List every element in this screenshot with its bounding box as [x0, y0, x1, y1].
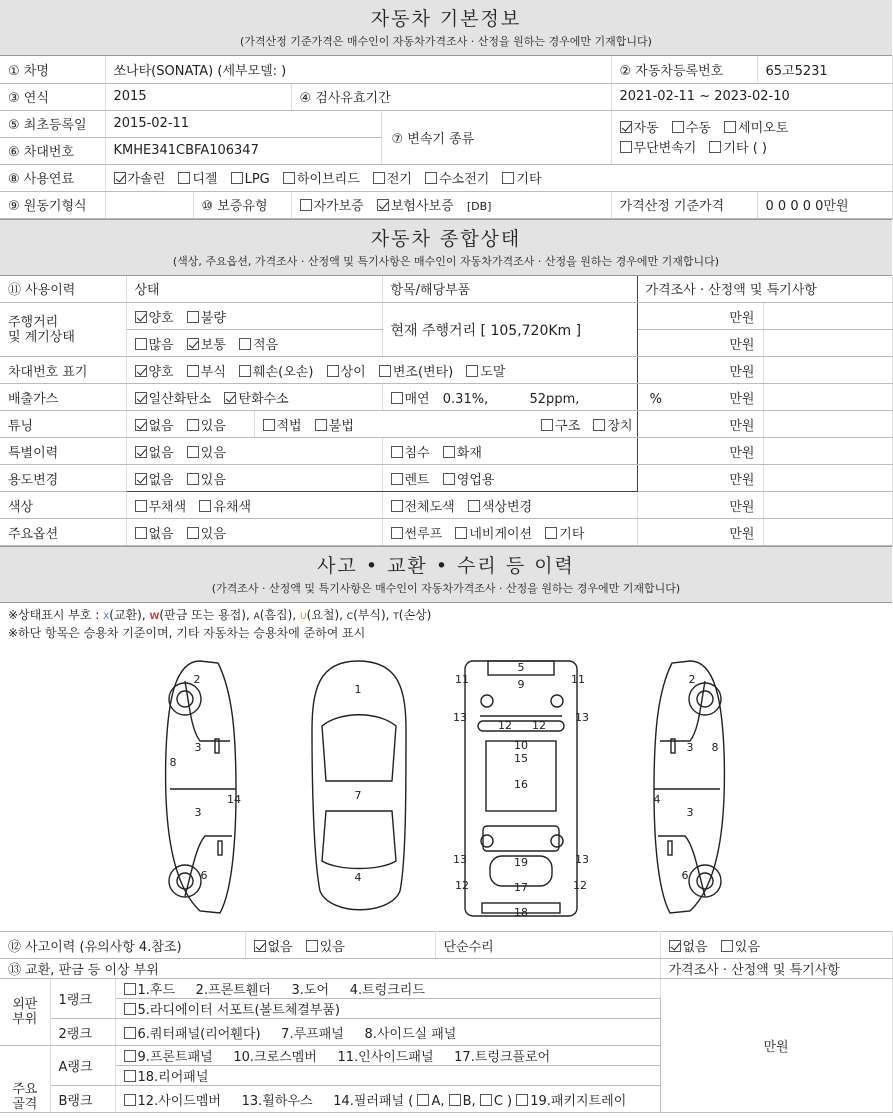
emission-label: 배출가스 — [0, 384, 126, 411]
mileage-label: 주행거리 및 계기상태 — [0, 303, 126, 357]
tuning-detail-options — [254, 411, 637, 438]
pillar-a-checkbox[interactable] — [417, 1094, 429, 1106]
vin-good-checkbox[interactable] — [135, 365, 147, 377]
usage-options — [126, 465, 382, 492]
special-detail — [382, 438, 637, 465]
tuning-none-label: 없음 — [148, 418, 174, 434]
rank1-label: 1랭크 — [50, 979, 115, 1019]
vin-good-label: 양호 — [148, 364, 174, 380]
emission-hc-label: 탄화수소 — [238, 391, 289, 407]
status-header — [0, 219, 892, 276]
part-number-label: 13 — [453, 711, 467, 724]
options-note — [763, 519, 892, 546]
trans-cvt-checkbox[interactable] — [620, 141, 632, 153]
vin-corroded-checkbox[interactable] — [187, 365, 199, 377]
tuning-device-label: 장치 — [607, 418, 633, 434]
emission-co-checkbox[interactable] — [135, 392, 147, 404]
repair-none-checkbox[interactable] — [669, 940, 681, 952]
emission-values — [382, 384, 662, 411]
rankA-checkbox-b[interactable] — [124, 1070, 136, 1082]
trans-etc-checkbox[interactable] — [709, 141, 721, 153]
legend-t-text: (손상) — [398, 608, 432, 622]
emission-readings: 0.31%, 52ppm, % — [442, 391, 662, 407]
package-tray-label: 19.패키지트레이 — [530, 1093, 627, 1109]
usage-business-label: 영업용 — [456, 472, 495, 488]
special-fire-checkbox[interactable] — [443, 446, 455, 458]
col-state: 상태 — [126, 276, 382, 303]
trans-cvt-label: 무단변속기 — [633, 140, 697, 156]
warranty-label: ⑩ 보증유형 — [193, 191, 291, 218]
year-value: 2015 — [105, 83, 291, 110]
fuel-hydrogen-checkbox[interactable] — [425, 172, 437, 184]
accident-none-checkbox[interactable] — [254, 940, 266, 952]
tuning-price: 만원 — [637, 411, 763, 438]
simple-repair-options — [660, 932, 892, 959]
special-flood-checkbox[interactable] — [391, 446, 403, 458]
parts-price: 만원 — [660, 979, 892, 1113]
rank1-items-b-text: 5.라디에이터 서포트(볼트체결부품) — [137, 1003, 340, 1018]
inspection-value: 2021-02-11 ~ 2023-02-10 — [611, 83, 892, 110]
accident-exists-checkbox[interactable] — [306, 940, 318, 952]
engine-value — [105, 191, 193, 218]
col-history: ⑪ 사용이력 — [0, 276, 126, 303]
fuel-lpg-label: LPG — [244, 172, 270, 187]
mileage-price-1: 만원 — [637, 303, 763, 330]
fuel-label: ⑧ 사용연료 — [0, 164, 105, 191]
rankA-label: A랭크 — [50, 1046, 115, 1086]
tuning-label: 튜닝 — [0, 411, 126, 438]
emission-smoke-label: 매연 — [404, 391, 430, 407]
special-options — [126, 438, 382, 465]
legend-codes — [8, 607, 884, 625]
fuel-etc-checkbox[interactable] — [502, 172, 514, 184]
mileage-condition — [126, 303, 382, 330]
repair-exists-checkbox[interactable] — [721, 940, 733, 952]
warranty-insurance-checkbox[interactable] — [377, 199, 389, 211]
color-achromatic-label: 무채색 — [148, 499, 187, 515]
trans-auto-label: 자동 — [633, 120, 659, 136]
part-number-label: 7 — [354, 789, 362, 802]
frame-label: 주요 골격 — [0, 1046, 50, 1113]
part-number-label: 3 — [686, 806, 694, 819]
vin-damaged-label: 훼손(오손) — [253, 364, 314, 380]
pillar-c-checkbox[interactable] — [480, 1094, 492, 1106]
reg-no-label: ② 자동차등록번호 — [611, 56, 757, 83]
pillar-b-label: B, — [462, 1093, 476, 1109]
tuning-device-checkbox[interactable] — [593, 419, 605, 431]
trans-auto-checkbox[interactable] — [620, 121, 632, 133]
part-number-label: 2 — [688, 673, 696, 686]
part-number-label: 1 — [354, 683, 362, 696]
special-exists-label: 있음 — [200, 445, 226, 461]
car-diagram — [0, 641, 892, 931]
fuel-etc-label: 기타 — [516, 172, 542, 187]
vin-value: KMHE341CBFA106347 — [105, 137, 381, 164]
col-price: 가격조사 · 산정액 및 특기사항 — [637, 276, 892, 303]
outer-panel-label: 외판 부위 — [0, 979, 50, 1046]
special-fire-label: 화재 — [456, 445, 482, 461]
mileage-many-label: 많음 — [148, 337, 174, 353]
mileage-note-1 — [763, 303, 892, 330]
vin-stolen-label: 도말 — [480, 364, 506, 380]
color-achromatic-checkbox[interactable] — [135, 500, 147, 512]
fuel-electric-checkbox[interactable] — [373, 172, 385, 184]
trans-semi-label: 세미오토 — [738, 120, 789, 136]
legend-c: C — [346, 612, 354, 622]
usage-none-label: 없음 — [148, 472, 174, 488]
part-number-label: 13 — [575, 853, 589, 866]
warranty-options — [291, 191, 611, 218]
part-number-label: 17 — [514, 881, 528, 894]
mileage-value: 현재 주행거리 [ 105,720Km ] — [382, 303, 637, 357]
inspection-label: ④ 검사유효기간 — [291, 83, 611, 110]
rankA-items-a — [115, 1046, 660, 1066]
transmission-options — [611, 110, 892, 164]
vin-altered-checkbox[interactable] — [379, 365, 391, 377]
legend-w-text: (판금 또는 용접), — [159, 608, 250, 622]
first-reg-value: 2015-02-11 — [105, 110, 381, 137]
part-number-label: 12 — [532, 719, 546, 732]
legend-w: W — [149, 612, 160, 622]
tuning-illegal-checkbox[interactable] — [315, 419, 327, 431]
legend-note: ※하단 항목은 승용차 기준이며, 기타 자동차는 승용차에 준하여 표시 — [8, 626, 366, 640]
pillar-c-label: C ) — [493, 1093, 513, 1109]
vin-price: 만원 — [637, 357, 763, 384]
mileage-many-checkbox[interactable] — [135, 338, 147, 350]
part-number-label: 2 — [193, 673, 201, 686]
emission-note — [763, 384, 892, 411]
options-etc-checkbox[interactable] — [545, 527, 557, 539]
options-exists-checkbox[interactable] — [187, 527, 199, 539]
legend-u-text: (요철), — [306, 608, 343, 622]
emission-smoke-checkbox[interactable] — [391, 392, 403, 404]
first-reg-label: ⑤ 최초등록일 — [0, 110, 105, 137]
legend-prefix: ※상태표시 부호 : — [8, 608, 100, 622]
mileage-price-2: 만원 — [637, 330, 763, 357]
part-number-label: 8 — [711, 741, 719, 754]
rank1-items-a-text: 1.후드 2.프론트휀더 3.도어 4.트렁크리드 — [137, 983, 425, 998]
status-title: 자동차 종합상태 — [370, 227, 522, 250]
car-diagram-svg — [0, 641, 892, 931]
trans-etc-label: 기타 ( ) — [723, 140, 767, 156]
vin-corroded-label: 부식 — [200, 364, 226, 380]
usage-rent-checkbox[interactable] — [391, 473, 403, 485]
part-number-label: 4 — [354, 871, 362, 884]
mileage-bad-checkbox[interactable] — [187, 311, 199, 323]
rankA-checkbox-a[interactable] — [124, 1050, 136, 1062]
legend — [0, 603, 892, 641]
fuel-electric-label: 전기 — [386, 172, 412, 187]
accident-table — [0, 931, 893, 1113]
usage-exists-label: 있음 — [200, 472, 226, 488]
legend-t: T — [393, 612, 399, 622]
rankA-items-a-text: 9.프론트패널 10.크로스멤버 11.인사이드패널 17.트렁크플로어 — [137, 1050, 551, 1065]
emission-options — [126, 384, 382, 411]
tuning-none-checkbox[interactable] — [135, 419, 147, 431]
vin-mark-label: 차대번호 표기 — [0, 357, 126, 384]
tuning-illegal-label: 불법 — [328, 418, 354, 434]
legend-u: U — [299, 612, 307, 622]
basic-info-header — [0, 0, 892, 56]
simple-repair-label: 단순수리 — [435, 932, 660, 959]
vin-damaged-checkbox[interactable] — [239, 365, 251, 377]
fuel-hybrid-label: 하이브리드 — [296, 172, 360, 187]
part-number-label: 8 — [169, 756, 177, 769]
usage-detail — [382, 465, 637, 492]
status-table — [0, 276, 893, 547]
options-none-label: 없음 — [148, 526, 174, 542]
part-number-label: 19 — [514, 856, 528, 869]
rankA-items-b-text: 18.리어패널 — [137, 1070, 209, 1085]
color-change-label: 색상변경 — [481, 499, 533, 515]
part-number-label: 11 — [571, 673, 585, 686]
tuning-note — [763, 411, 892, 438]
vin-altered-label: 변조(변타) — [392, 364, 454, 380]
tuning-legal-checkbox[interactable] — [263, 419, 275, 431]
part-number-label: 18 — [514, 906, 528, 919]
options-navi-label: 네비게이션 — [469, 526, 533, 542]
part-number-label: 15 — [514, 752, 528, 765]
car-name-value: 쏘나타(SONATA) (세부모델: ) — [105, 56, 611, 83]
tuning-structure-checkbox[interactable] — [541, 419, 553, 431]
part-number-label: 3 — [194, 806, 202, 819]
rank2-checkbox[interactable] — [124, 1027, 136, 1039]
rank1-checkbox-a[interactable] — [124, 983, 136, 995]
part-number-label: 5 — [517, 661, 525, 674]
legend-a-text: (흠집), — [259, 608, 297, 622]
pillar-a-label: A, — [431, 1093, 445, 1109]
mileage-good-checkbox[interactable] — [135, 311, 147, 323]
special-price: 만원 — [637, 438, 763, 465]
vin-stolen-checkbox[interactable] — [466, 365, 478, 377]
usage-price: 만원 — [637, 465, 763, 492]
part-number-label: 4 — [653, 793, 661, 806]
fuel-lpg-checkbox[interactable] — [231, 172, 243, 184]
parts-price-label: 가격조사 · 산정액 및 특기사항 — [660, 959, 892, 979]
part-number-label: 12 — [455, 879, 469, 892]
color-chromatic-checkbox[interactable] — [199, 500, 211, 512]
rank1-checkbox-b[interactable] — [124, 1003, 136, 1015]
trans-manual-label: 수동 — [685, 120, 711, 136]
fuel-gasoline-checkbox[interactable] — [114, 172, 126, 184]
fuel-hydrogen-label: 수소전기 — [439, 172, 490, 187]
special-note — [763, 438, 892, 465]
color-chromatic-label: 유채색 — [213, 499, 252, 515]
part-number-label: 6 — [200, 869, 208, 882]
options-sunroof-checkbox[interactable] — [391, 527, 403, 539]
rankB-items-text: 12.사이드멤버 13.휠하우스 14.필러패널 ( — [137, 1093, 414, 1109]
color-price: 만원 — [637, 492, 763, 519]
accident-header — [0, 546, 892, 603]
vin-note — [763, 357, 892, 384]
accident-history-label: ⑫ 사고이력 (유의사항 4.참조) — [0, 932, 245, 959]
usage-label: 용도변경 — [0, 465, 126, 492]
color-full-paint-label: 전체도색 — [404, 499, 455, 515]
options-navi-checkbox[interactable] — [455, 527, 467, 539]
basic-info-subtitle: (가격산정 기준가격은 매수인이 자동차가격조사 · 산정을 원하는 경우에만 기재합니다) — [240, 35, 652, 48]
rank1-items-a — [115, 979, 660, 999]
vin-label: ⑥ 차대번호 — [0, 137, 105, 164]
fuel-gasoline-label: 가솔린 — [127, 172, 166, 187]
color-label: 색상 — [0, 492, 126, 519]
options-exist — [126, 519, 382, 546]
part-number-label: 3 — [686, 741, 694, 754]
options-exists-label: 있음 — [200, 526, 226, 542]
legend-x-text: (교환), — [109, 608, 146, 622]
part-number-label: 12 — [498, 719, 512, 732]
trans-manual-checkbox[interactable] — [672, 121, 684, 133]
rankB-checkbox[interactable] — [124, 1094, 136, 1106]
special-none-label: 없음 — [148, 445, 174, 461]
vin-differ-label: 상이 — [340, 364, 366, 380]
mileage-few-label: 적음 — [253, 337, 279, 353]
status-subtitle: (색상, 주요옵션, 가격조사 · 산정액 및 특기사항은 매수인이 자동차가격조사 · 산정을 원하는 경우에만 기재합니다) — [172, 254, 720, 268]
part-number-label: 9 — [517, 678, 525, 691]
rank2-items-text: 6.쿼터패널(리어휀다) 7.루프패널 8.사이드실 패널 — [137, 1026, 457, 1042]
accident-subtitle: (가격조사 · 산정액 및 특기사항은 매수인이 자동차가격조사 · 산정을 원하는 경우에만 기재합니다) — [211, 582, 681, 595]
color-options — [126, 492, 382, 519]
tuning-exists-label: 있음 — [200, 418, 226, 434]
part-number-label: 10 — [514, 739, 528, 752]
part-number-label: 3 — [194, 741, 202, 754]
mileage-normal-label: 보통 — [200, 337, 226, 353]
fuel-diesel-checkbox[interactable] — [178, 172, 190, 184]
parts-label: ⑬ 교환, 판금 등 이상 부위 — [0, 959, 660, 979]
special-label: 특별이력 — [0, 438, 126, 465]
options-none-checkbox[interactable] — [135, 527, 147, 539]
options-label: 주요옵션 — [0, 519, 126, 546]
col-item: 항목/해당부품 — [382, 276, 637, 303]
legend-a: A — [253, 612, 260, 622]
special-flood-label: 침수 — [404, 445, 430, 461]
accident-history-options — [245, 932, 435, 959]
color-full-paint-checkbox[interactable] — [391, 500, 403, 512]
fuel-diesel-label: 디젤 — [192, 172, 218, 187]
options-sunroof-label: 썬루프 — [404, 526, 443, 542]
part-number-label: 14 — [227, 793, 241, 806]
part-number-label: 16 — [514, 778, 528, 791]
accident-none-label: 없음 — [267, 939, 293, 955]
year-label: ③ 연식 — [0, 83, 105, 110]
options-detail — [382, 519, 637, 546]
rank2-items — [115, 1019, 660, 1046]
rank2-label: 2랭크 — [50, 1019, 115, 1046]
pillar-b-checkbox[interactable] — [449, 1094, 461, 1106]
vin-mark-options — [126, 357, 637, 384]
vin-differ-checkbox[interactable] — [327, 365, 339, 377]
engine-label: ⑨ 원동기형식 — [0, 191, 105, 218]
mileage-note-2 — [763, 330, 892, 357]
usage-note — [763, 465, 892, 492]
usage-business-checkbox[interactable] — [443, 473, 455, 485]
part-number-label: 11 — [455, 673, 469, 686]
special-exists-checkbox[interactable] — [187, 446, 199, 458]
part-number-label: 13 — [453, 853, 467, 866]
rank1-items-b — [115, 999, 660, 1019]
car-name-label: ① 차명 — [0, 56, 105, 83]
repair-exists-label: 있음 — [734, 939, 760, 955]
package-tray-checkbox[interactable] — [516, 1094, 528, 1106]
usage-rent-label: 렌트 — [404, 472, 430, 488]
options-etc-label: 기타 — [559, 526, 585, 542]
tuning-structure-label: 구조 — [555, 418, 581, 434]
fuel-options — [105, 164, 892, 191]
accident-exists-label: 있음 — [319, 939, 345, 955]
warranty-insurance-label: 보험사보증 — [390, 199, 454, 214]
rankB-label: B랭크 — [50, 1086, 115, 1113]
emission-hc-checkbox[interactable] — [224, 392, 236, 404]
rankA-items-b — [115, 1066, 660, 1086]
mileage-good-label: 양호 — [148, 310, 174, 326]
special-none-checkbox[interactable] — [135, 446, 147, 458]
emission-co-label: 일산화탄소 — [148, 391, 212, 407]
emission-price: 만원 — [637, 384, 763, 411]
color-change-checkbox[interactable] — [468, 500, 480, 512]
warranty-self-label: 자가보증 — [313, 199, 364, 214]
color-note — [763, 492, 892, 519]
usage-exists-checkbox[interactable] — [187, 473, 199, 485]
legend-x: X — [103, 612, 110, 622]
part-number-label: 6 — [681, 869, 689, 882]
basic-info-table — [0, 56, 893, 219]
car-right-side — [654, 661, 724, 913]
basic-info-title: 자동차 기본정보 — [370, 8, 522, 30]
part-number-label: 12 — [573, 879, 587, 892]
mileage-few-checkbox[interactable] — [239, 338, 251, 350]
tuning-exists-checkbox[interactable] — [187, 419, 199, 431]
usage-none-checkbox[interactable] — [135, 473, 147, 485]
tuning-exists-options — [126, 411, 254, 438]
warranty-self-checkbox[interactable] — [300, 199, 312, 211]
price-label: 가격산정 기준가격 — [611, 191, 757, 218]
mileage-normal-checkbox[interactable] — [187, 338, 199, 350]
repair-none-label: 없음 — [682, 939, 708, 955]
accident-title: 사고 • 교환 • 수리 등 이력 — [317, 555, 575, 577]
rankB-items — [115, 1086, 660, 1113]
diagram-labels — [170, 661, 719, 919]
warranty-company: [DB] — [466, 200, 492, 213]
trans-semi-checkbox[interactable] — [724, 121, 736, 133]
options-price: 만원 — [637, 519, 763, 546]
part-number-label: 13 — [575, 711, 589, 724]
fuel-hybrid-checkbox[interactable] — [283, 172, 295, 184]
transmission-label: ⑦ 변속기 종류 — [381, 110, 611, 164]
price-value: 0 0 0 0 0만원 — [757, 191, 892, 218]
mileage-bad-label: 불량 — [200, 310, 226, 326]
tuning-legal-label: 적법 — [276, 418, 302, 434]
reg-no-value: 65고5231 — [757, 56, 892, 83]
mileage-amount — [126, 330, 382, 357]
color-detail — [382, 492, 637, 519]
legend-c-text: (부식), — [353, 608, 390, 622]
